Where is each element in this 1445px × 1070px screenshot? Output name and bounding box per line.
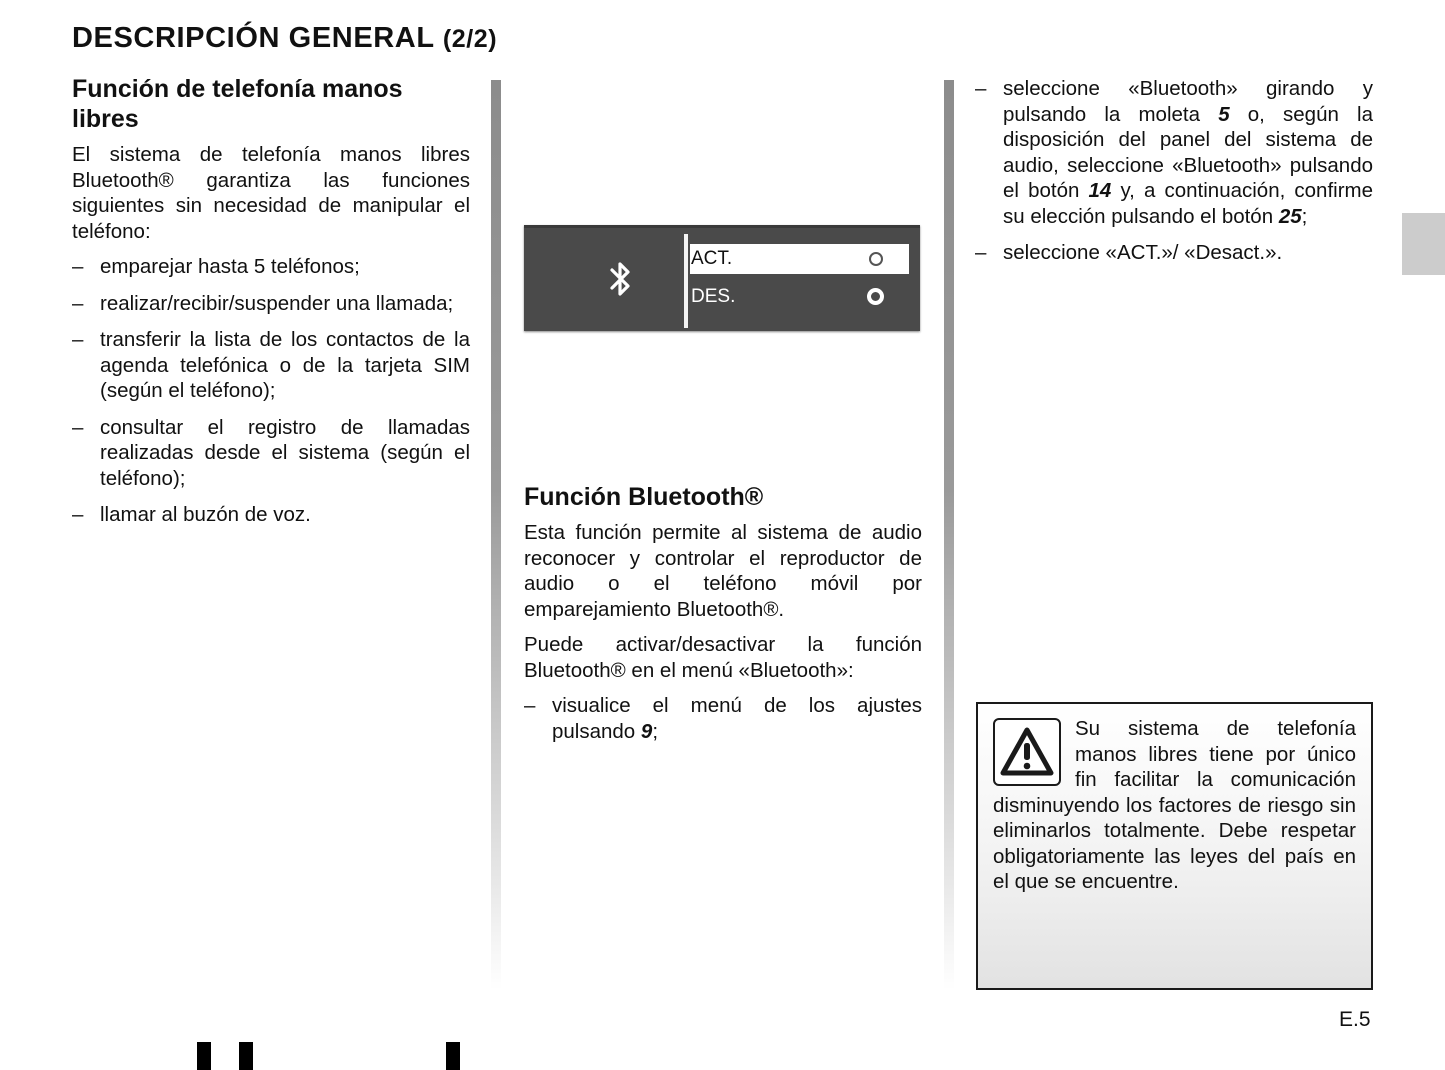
dash-bullet: – (72, 328, 84, 351)
page-title-suffix: (2/2) (442, 25, 498, 53)
list-item: – seleccione «ACT.»/ «Desact.». (975, 241, 1283, 264)
list-item: – emparejar hasta 5 teléfonos; (72, 255, 360, 278)
list-item: – seleccione «Bluetooth» girando y pulsando la moleta 5 o, según la disposición del panel del sistema de audio, seleccione «Bluetooth» pulsando el botón 14 y, a continuación, confirme su elección pulsando el botón 25; (975, 77, 1374, 228)
column-divider (944, 80, 954, 990)
crop-mark (239, 1042, 253, 1070)
dash-bullet: – (975, 77, 987, 100)
page-title (72, 22, 497, 55)
section-tab-marker (1402, 213, 1445, 275)
list-item: – llamar al buzón de voz. (72, 503, 311, 526)
dash-bullet: – (524, 694, 536, 717)
option-act: ACT. (690, 244, 909, 274)
crop-mark (446, 1042, 460, 1070)
list-item: – visualice el menú de los ajustes pulsando 9; (524, 694, 922, 743)
bluetooth-steps-list-continued (975, 76, 1373, 266)
warning-box (976, 702, 1373, 990)
radio-selected-icon (867, 288, 884, 305)
bluetooth-icon (608, 260, 634, 298)
reference-number: 5 (1218, 102, 1230, 126)
hands-free-intro: El sistema de telefonía manos libres Bluetooth® garantiza las funciones siguientes sin necesidad de manipular el teléfono: (72, 143, 470, 243)
column-bluetooth-continued (975, 76, 1373, 277)
section-heading-bluetooth: Función Bluetooth® (524, 483, 764, 511)
hands-free-feature-list (72, 254, 470, 528)
column-divider (491, 80, 501, 990)
list-item: – consultar el registro de llamadas realizadas desde el sistema (según el teléfono); (72, 415, 470, 490)
reference-number: 9 (640, 719, 653, 743)
dash-bullet: – (72, 503, 84, 526)
bluetooth-para-1: Esta función permite al sistema de audio reconocer y controlar el reproductor de audio o el teléfono móvil por emparejamiento Bluetooth®. (524, 521, 922, 621)
page-title-main: DESCRIPCIÓN GENERAL (72, 22, 435, 54)
column-hands-free (72, 74, 470, 539)
warning-triangle-icon (993, 718, 1061, 786)
list-item: – realizar/recibir/suspender una llamada; (72, 291, 454, 315)
reference-number: 14 (1088, 179, 1112, 202)
crop-mark (197, 1042, 211, 1070)
bluetooth-steps-list (524, 693, 922, 744)
screen-separator (684, 234, 688, 328)
dash-bullet: – (72, 255, 84, 278)
list-item: – transferir la lista de los contactos de la agenda telefónica o de la tarjeta SIM (según el teléfono); (72, 328, 470, 402)
dash-bullet: – (72, 291, 84, 315)
bluetooth-screen-illustration (524, 225, 920, 331)
bluetooth-para-2: Puede activar/desactivar la función Bluetooth® en el menú «Bluetooth»: (524, 633, 922, 682)
warning-text: Su sistema de telefonía manos libres tiene por único fin facilitar la comunicación disminuyendo los factores de riesgo sin eliminarlos totalmente. Debe respetar obligatoriamente las leyes del país en el que se encuentre. (993, 717, 1356, 893)
option-des: DES. (690, 282, 909, 312)
radio-empty-icon (869, 252, 883, 266)
dash-bullet: – (975, 241, 987, 264)
page-number: E.5 (1339, 1008, 1371, 1031)
section-heading-hands-free: Función de telefonía manos libres (72, 75, 403, 133)
reference-number: 25 (1278, 204, 1302, 228)
dash-bullet: – (72, 415, 84, 439)
column-bluetooth (524, 482, 922, 755)
